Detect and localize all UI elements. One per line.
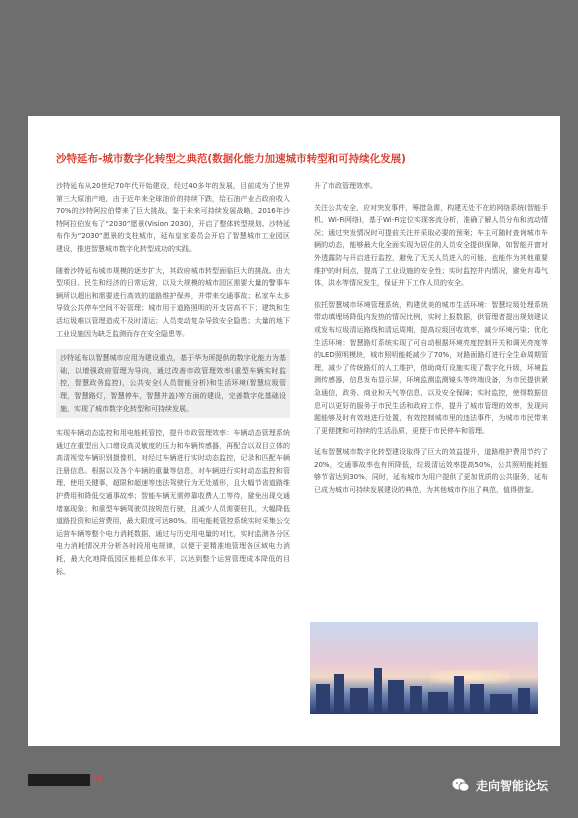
paragraph: 沙特延布以智慧城市应用为建设重点，基于华为所提供的数字化能力为基础，以增强政府管理为导向，通过改善市政管理效率(重型车辆实时监控，智慧政务监控)，公共安全(人员智能分析)和生活环境(智慧垃圾管理，智慧路灯，智慧停车，智慧井盖)等方面的建设，完善数字化基础设施，实现了城市数字化转型和可持续发展。 xyxy=(60,354,286,413)
chat-bubble-icon xyxy=(452,776,470,794)
building-shape xyxy=(374,668,382,714)
building-shape xyxy=(470,684,484,714)
article-title: 沙特延布-城市数字化转型之典范(数据化能力加速城市转型和可持续化发展) xyxy=(56,153,406,165)
building-shape xyxy=(334,674,344,714)
paragraph: 依托智慧城市环境管理系统，构建优美的城市生活环境：智慧垃圾处理系统带动填埋场降低内发热的情况比例，实时上报数据，供管理者提出规划建议或发布垃圾清运路线和清运周期，提高垃圾回收效率，减少环境污染；优化生活环境：智慧路灯系统实现了可自动根据环境亮度控制开关和调光亮度等的LED照明模块，城市照明能耗减少了70%，对路面路灯进行全生命周期管理，减少了传统路灯的人工维护，借助商灯设施实现了数字化升级，环境监测传感器，信息发布显示屏，环境监测监测镜头等终端设备，为市民提供紧急通信，政务、商业和天气等信息，以及安全保障；实时监控，使得数据信息可以更好的服务于市民生活和政府工作，提升了城市管理的效率，发现问题能够及时有效地进行处置，有效控制城市里的违法事件，为城市市民带来了更便捷和可持续的生活品质，更便于市民停车和管理。 xyxy=(314,300,548,435)
paragraph: 沙特延布从20世纪70年代开始建设，经过40多年的发展，目前成为了世界第三大原油产地，由于近年来全球油价的持续下跌，给石油产业占政府收入70%的沙特阿拉伯带来了巨大挑战。鉴于未来可持续发展战略，2016年沙特阿拉伯发布了“2030”愿景(Vision 2030)，开启了整体转型规划。沙特延布作为“2030”愿景的支柱城市，延布皇家委员会开启了智慧城市工业园区建设，推进智慧城市数字化转型成功的实践。 xyxy=(56,182,290,253)
building-shape xyxy=(428,692,448,714)
sunset-glow xyxy=(430,670,510,684)
page-number: 26 xyxy=(92,775,103,784)
paragraph: 延布智慧城市数字化转型建设取得了巨大的效益提升，道路维护费用节约了20%，交通事故率也有所降低，垃圾清运效率提高50%，公共照明能耗能够节省达到30%，同时，延布城市为用户提供了更加优质的公共服务，延布已成为城市可持续发展建设的典范，为其他城市作出了典范，值得借鉴。 xyxy=(314,448,548,495)
building-shape xyxy=(490,694,512,714)
building-shape xyxy=(410,686,422,714)
brand-watermark xyxy=(452,776,548,794)
building-shape xyxy=(316,684,330,714)
building-shape xyxy=(454,676,464,714)
building-shape xyxy=(350,688,368,714)
paragraph: 随着沙特延布城市规模的逐步扩大，其政府城市转型面临巨大的挑战。由大型项目、民生和经济的日常运营，以及大规模的城市园区需要大量的警事车辆所以超出和需要进行高效的道路维护保养，并带来交通事故；私家车太多导致公共停车空间不好管理；城市用于道路照明的开支居高不下；建筑和生活垃圾难以管理造成不及时清运；人员变动复杂导致安全隐患；大量的地下工业设施因为缺乏监测而存在安全隐患等。 xyxy=(56,266,290,338)
paragraph: 实现车辆动态监控和用电能耗管控，提升市政管理效率：车辆动态管理系统通过在重型出入口增设高灵敏度的压力和车辆传感器，再配合以双目立体的高清视觉车辆识别摄像机，对经过车辆进行实时动态监控，记录和匹配车辆注册信息。根据以及各个车辆的重量等信息，对车辆进行实时动态监控和管理，使用关键事，超限和超速等违法驾驶行为无处遁形，且大幅节省道路维护费用和降低交通事故率；智能车辆无需停靠收费人工等待，避免出现交通堵塞现象；和重型车辆驾驶员按规范行驶，且减少人员需要驻扎，大幅降低道路投资和运营费用，最大限度可达80%。用电能耗管控系统实时采集公交运营车辆等整个电力消耗数据，通过与历史用电量的对比，实时监测各分区电力消耗情况并分析各时段用电规律，以便于更精准地管理各区域电力消耗，最大化地降低园区能耗总体水平，以达到整个运营管理成本降低的目标。 xyxy=(56,429,290,576)
right-column xyxy=(314,180,548,506)
left-column xyxy=(56,180,290,587)
city-skyline-image xyxy=(310,622,538,714)
paragraph: 升了市政管理效率。 xyxy=(314,182,377,190)
shaded-paragraph-box xyxy=(56,349,290,418)
building-shape xyxy=(388,680,404,714)
paragraph: 关注公共安全，应对突发事件，筹措急需，构建无处不在的网络系统(智能手机、Wi-Fi网络)，基于Wi-Fi定位实现客流分析，准确了解人员分布和流动情况；通过突发情况时可提前关注并采取必要的预案；车主可随时查询城市车辆的动态，能够最大化全面实现为居住的人员安全提供保障，如智能开窗对外透露防与开启进行监控，避免了无关人员进入的可能，也能作为其他重要维护的时间点，提高了工业设施的安全性；实时监控井内情况，避免有毒气体，洪水等情况发生，保证井下工作人员的安全。 xyxy=(314,203,548,288)
brand-name: 走向智能论坛 xyxy=(476,778,549,793)
footer-bar xyxy=(28,774,90,786)
building-shape xyxy=(518,688,530,714)
document-page xyxy=(28,116,560,746)
